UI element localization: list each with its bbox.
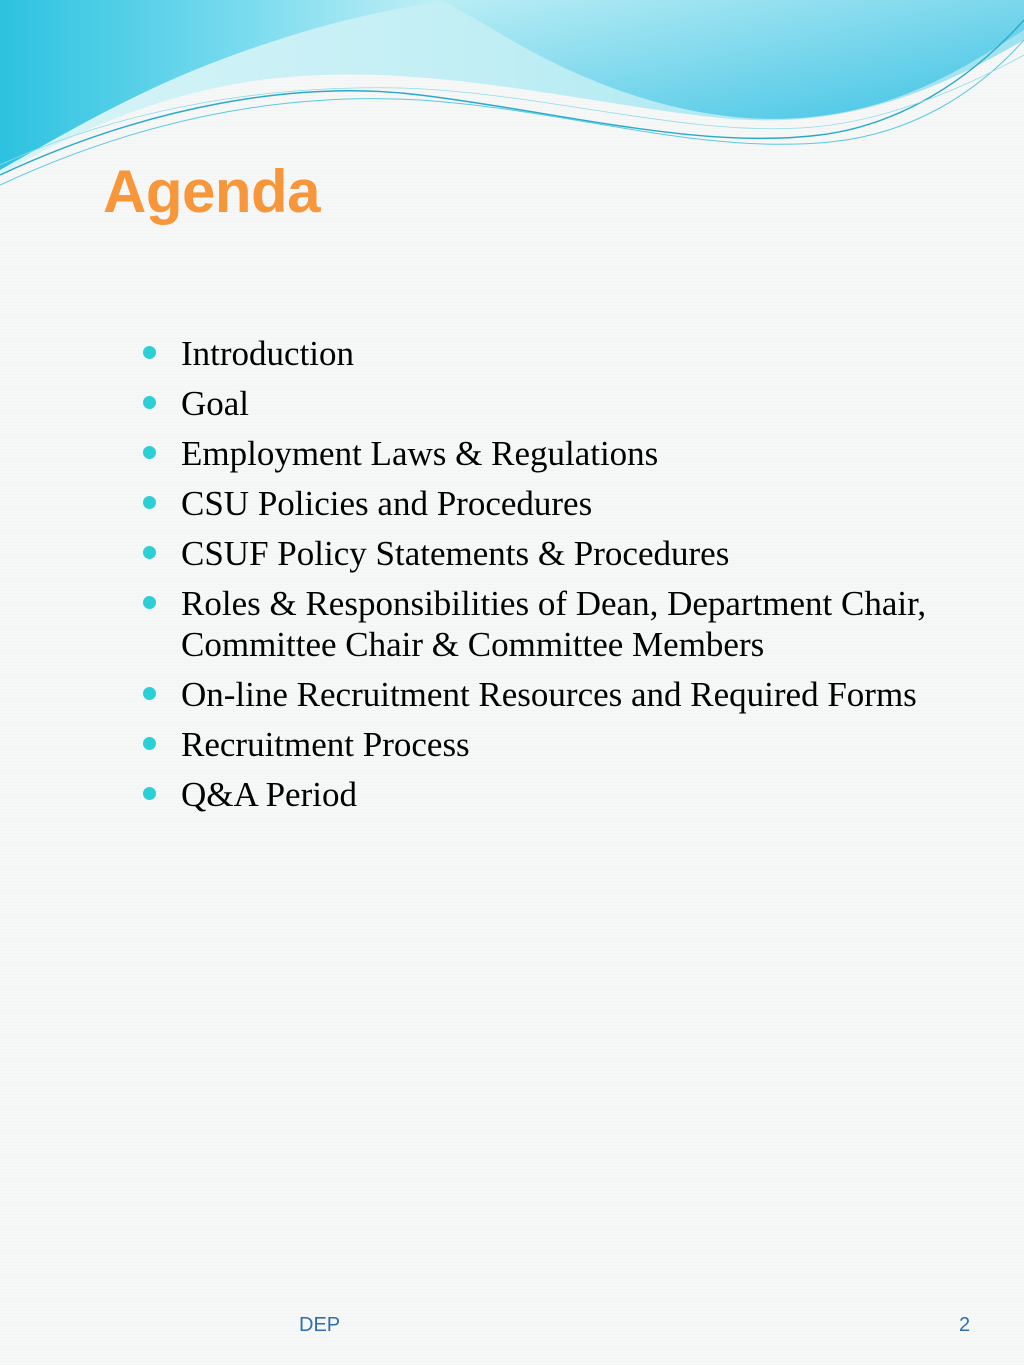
- bullet-dot-icon: [143, 396, 156, 409]
- list-item: [138, 774, 958, 815]
- list-item: [138, 333, 958, 374]
- bullet-dot-icon: [143, 346, 156, 359]
- list-item-text: On-line Recruitment Resources and Required Forms: [181, 675, 917, 714]
- bullet-dot-icon: [143, 737, 156, 750]
- list-item-text: Goal: [181, 384, 250, 423]
- bullet-dot-icon: [143, 687, 156, 700]
- list-item: [138, 383, 958, 424]
- page-number: 2: [959, 1314, 971, 1336]
- list-item-text: Employment Laws & Regulations: [181, 434, 659, 473]
- list-item: [138, 583, 958, 665]
- bullet-dot-icon: [143, 496, 156, 509]
- list-item-text: CSU Policies and Procedures: [181, 484, 593, 523]
- bullet-dot-icon: [143, 546, 156, 559]
- slide-title: Agenda: [103, 158, 321, 225]
- list-item: [138, 483, 958, 524]
- list-item: [138, 533, 958, 574]
- bullet-dot-icon: [143, 596, 156, 609]
- bullet-dot-icon: [143, 446, 156, 459]
- list-item-text: Q&A Period: [181, 775, 357, 814]
- agenda-list: [138, 333, 958, 824]
- list-item-text: Recruitment Process: [181, 725, 470, 764]
- list-item-text: Introduction: [181, 334, 355, 373]
- list-item: [138, 724, 958, 765]
- list-item: [138, 433, 958, 474]
- bullet-dot-icon: [143, 787, 156, 800]
- list-item: [138, 674, 958, 715]
- footer-label: DEP: [299, 1314, 341, 1336]
- list-item-text: Roles & Responsibilities of Dean, Department Chair, Committee Chair & Committee Members: [181, 584, 927, 664]
- list-item-text: CSUF Policy Statements & Procedures: [181, 534, 730, 573]
